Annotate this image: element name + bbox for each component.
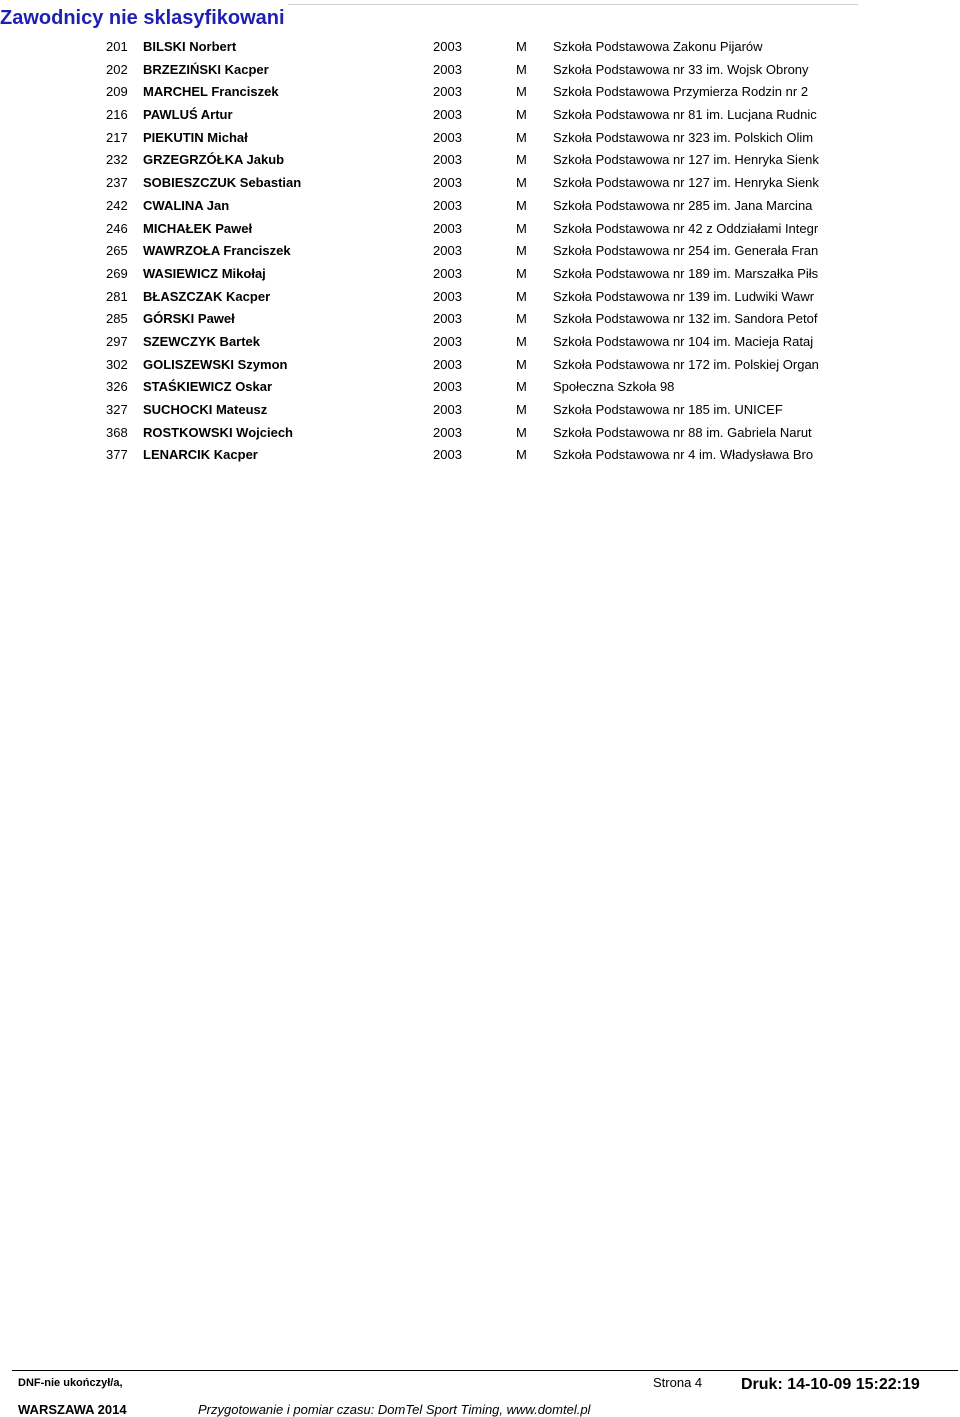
birth-year: 2003: [433, 333, 462, 349]
bib-number: 377: [106, 447, 128, 463]
table-row: [0, 331, 960, 354]
competitor-name: BILSKI Norbert: [143, 39, 237, 54]
gender: M: [516, 424, 527, 440]
table-row: [0, 59, 960, 82]
table-row: [0, 422, 960, 445]
club-name: Szkoła Podstawowa Przymierza Rodzin nr 2: [553, 84, 809, 100]
page-number: Strona 4: [653, 1375, 703, 1390]
gender: M: [516, 39, 527, 54]
birth-year: 2003: [433, 129, 462, 145]
gender: M: [516, 379, 527, 395]
table-row: [0, 376, 960, 399]
gender: M: [516, 356, 527, 372]
competitor-name: SUCHOCKI Mateusz: [143, 402, 268, 417]
bib-number: 302: [106, 356, 128, 372]
footer-legend: DNF-nie ukończył/a,: [18, 1377, 123, 1389]
competitor-name: GÓRSKI Paweł: [143, 311, 235, 327]
table-row: [0, 354, 960, 377]
gender: M: [516, 129, 527, 145]
club-name: Szkoła Podstawowa nr 285 im. Jana Marcina: [553, 197, 813, 213]
bib-number: 281: [106, 288, 128, 304]
bib-number: 269: [106, 265, 128, 281]
gender: M: [516, 288, 527, 304]
club-name: Szkoła Podstawowa nr 132 im. Sandora Petof: [553, 311, 818, 327]
birth-year: 2003: [433, 220, 462, 236]
birth-year: 2003: [433, 311, 462, 327]
club-name: Szkoła Podstawowa nr 42 z Oddziałami Integr: [553, 220, 819, 236]
gender: M: [516, 447, 527, 463]
bib-number: 217: [106, 129, 128, 145]
bib-number: 327: [106, 402, 128, 417]
birth-year: 2003: [433, 243, 462, 259]
competitor-name: SZEWCZYK Bartek: [143, 333, 261, 349]
table-row: [0, 127, 960, 150]
bib-number: 297: [106, 333, 128, 349]
page-title: Zawodnicy nie sklasyfikowani: [0, 7, 285, 29]
birth-year: 2003: [433, 197, 462, 213]
club-name: Szkoła Podstawowa nr 185 im. UNICEF: [553, 402, 783, 417]
club-name: Szkoła Podstawowa nr 127 im. Henryka Sienk: [553, 152, 819, 168]
gender: M: [516, 311, 527, 327]
club-name: Społeczna Szkoła 98: [553, 379, 675, 395]
birth-year: 2003: [433, 379, 462, 395]
club-name: Szkoła Podstawowa Zakonu Pijarów: [553, 39, 763, 54]
bib-number: 246: [106, 220, 128, 236]
table-row: [0, 444, 960, 467]
bib-number: 326: [106, 379, 128, 395]
competitor-name: ROSTKOWSKI Wojciech: [143, 424, 293, 440]
bib-number: 237: [106, 175, 128, 191]
club-name: Szkoła Podstawowa nr 139 im. Ludwiki Wawr: [553, 288, 815, 304]
competitor-name: CWALINA Jan: [143, 197, 230, 213]
competitor-name: WASIEWICZ Mikołaj: [143, 265, 266, 281]
club-name: Szkoła Podstawowa nr 4 im. Władysława Bro: [553, 447, 814, 463]
competitor-name: STAŚKIEWICZ Oskar: [143, 379, 273, 395]
competitor-name: GRZEGRZÓŁKA Jakub: [143, 152, 285, 168]
table-row: [0, 149, 960, 172]
club-name: Szkoła Podstawowa nr 172 im. Polskiej Organ: [553, 356, 819, 372]
gender: M: [516, 175, 527, 191]
bib-number: 201: [106, 39, 128, 54]
birth-year: 2003: [433, 402, 462, 417]
birth-year: 2003: [433, 39, 462, 54]
table-row: [0, 308, 960, 331]
table-row: [0, 218, 960, 241]
competitor-name: BŁASZCZAK Kacper: [143, 288, 271, 304]
footer-divider: [12, 1370, 958, 1371]
club-name: Szkoła Podstawowa nr 88 im. Gabriela Narut: [553, 424, 812, 440]
birth-year: 2003: [433, 61, 462, 77]
competitor-name: MICHAŁEK Paweł: [143, 220, 253, 236]
bib-number: 368: [106, 424, 128, 440]
bib-number: 232: [106, 152, 128, 168]
birth-year: 2003: [433, 265, 462, 281]
gender: M: [516, 152, 527, 168]
competitor-name: MARCHEL Franciszek: [143, 84, 279, 100]
competitor-name: LENARCIK Kacper: [143, 447, 258, 463]
competitor-name: BRZEZIŃSKI Kacper: [143, 61, 269, 77]
club-name: Szkoła Podstawowa nr 81 im. Lucjana Rudnic: [553, 107, 817, 123]
competitor-name: GOLISZEWSKI Szymon: [143, 356, 288, 372]
table-row: [0, 263, 960, 286]
table-row: [0, 240, 960, 263]
gender: M: [516, 402, 527, 417]
table-row: [0, 172, 960, 195]
gender: M: [516, 333, 527, 349]
club-name: Szkoła Podstawowa nr 323 im. Polskich Olim: [553, 129, 814, 145]
print-timestamp: Druk: 14-10-09 15:22:19: [741, 1376, 920, 1393]
club-name: Szkoła Podstawowa nr 104 im. Macieja Rataj: [553, 333, 814, 349]
bib-number: 216: [106, 107, 128, 123]
competitor-name: SOBIESZCZUK Sebastian: [143, 175, 302, 191]
birth-year: 2003: [433, 447, 462, 463]
gender: M: [516, 61, 527, 77]
table-row: [0, 286, 960, 309]
gender: M: [516, 107, 527, 123]
table-row: [0, 81, 960, 104]
club-name: Szkoła Podstawowa nr 189 im. Marszałka Piłs: [553, 265, 819, 281]
timing-credit: Przygotowanie i pomiar czasu: DomTel Sport Timing, www.domtel.pl: [198, 1402, 591, 1417]
birth-year: 2003: [433, 424, 462, 440]
table-row: [0, 104, 960, 127]
event-city-year: WARSZAWA 2014: [18, 1402, 127, 1417]
birth-year: 2003: [433, 107, 462, 123]
top-divider: [288, 4, 858, 5]
club-name: Szkoła Podstawowa nr 33 im. Wojsk Obrony: [553, 61, 809, 77]
bib-number: 209: [106, 84, 128, 100]
gender: M: [516, 265, 527, 281]
competitor-name: WAWRZOŁA Franciszek: [143, 243, 291, 259]
gender: M: [516, 243, 527, 259]
results-list: [0, 36, 960, 467]
competitor-name: PIEKUTIN Michał: [143, 129, 248, 145]
birth-year: 2003: [433, 288, 462, 304]
bib-number: 285: [106, 311, 128, 327]
bib-number: 265: [106, 243, 128, 259]
bib-number: 202: [106, 61, 128, 77]
table-row: [0, 36, 960, 59]
club-name: Szkoła Podstawowa nr 127 im. Henryka Sienk: [553, 175, 819, 191]
gender: M: [516, 84, 527, 100]
competitor-name: PAWLUŚ Artur: [143, 107, 233, 123]
table-row: [0, 399, 960, 422]
bib-number: 242: [106, 197, 128, 213]
table-row: [0, 195, 960, 218]
birth-year: 2003: [433, 175, 462, 191]
gender: M: [516, 220, 527, 236]
birth-year: 2003: [433, 356, 462, 372]
birth-year: 2003: [433, 84, 462, 100]
gender: M: [516, 197, 527, 213]
birth-year: 2003: [433, 152, 462, 168]
club-name: Szkoła Podstawowa nr 254 im. Generała Fran: [553, 243, 819, 259]
